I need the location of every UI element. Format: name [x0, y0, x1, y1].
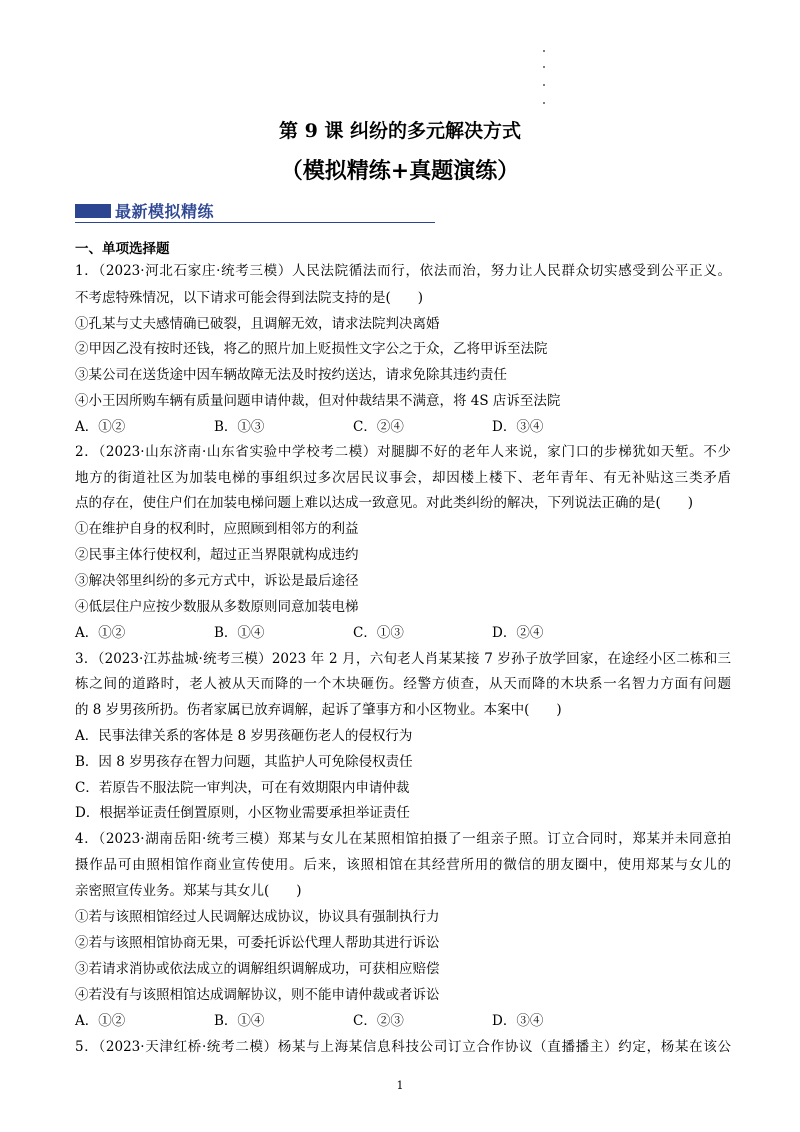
question-3-stem-line: 栋之间的道路时，老人被从天而降的一个木块砸伤。经警方侦查，从天而降的木块系一名智力方面有问题	[75, 676, 731, 692]
question-1-item: ②甲因乙没有按时还钱，将乙的照片加上贬损性文字公之于众，乙将甲诉至法院	[75, 341, 548, 357]
question-2-item: ①在维护自身的权利时，应照顾到相邻方的利益	[75, 521, 359, 537]
option-c: C．②④	[353, 419, 404, 435]
question-2-options	[75, 624, 735, 642]
page-number: 1	[396, 1079, 404, 1092]
question-4-stem-line: 摄作品可由照相馆作商业宣传使用。后来，该照相馆在其经营所用的微信的朋友圈中，使用郑某与女儿的	[75, 857, 731, 873]
question-1-stem-line: 不考虑特殊情况，以下请求可能会得到法院支持的是( )	[75, 290, 424, 306]
option-b: B．①④	[214, 1013, 265, 1029]
option-b: B．①③	[214, 419, 265, 435]
option-a: A．①②	[75, 1013, 126, 1029]
question-4-options	[75, 1012, 735, 1030]
option-a: A．①②	[75, 419, 126, 435]
option-a: A．①②	[75, 625, 126, 641]
question-1-item: ①孔某与丈夫感情确已破裂，且调解无效，请求法院判决离婚	[75, 316, 440, 332]
question-4-stem-line: 亲密照宣传业务。郑某与其女儿( )	[75, 883, 302, 899]
question-5-stem-line: 5．（2023·天津红桥·统考二模）杨某与上海某信息科技公司订立合作协议（直播播主）约定，杨某在该公	[75, 1039, 731, 1055]
option-c: C．①③	[353, 625, 404, 641]
question-4-item: ①若与该照相馆经过人民调解达成协议，协议具有强制执行力	[75, 909, 440, 925]
question-2-stem-line: 点的存在，使住户们在加装电梯问题上难以达成一致意见。对此类纠纷的解决，下列说法正确的是( )	[75, 495, 694, 511]
lesson-title: 第 9 课 纠纷的多元解决方式	[278, 120, 522, 142]
banner-label: 最新模拟精练	[115, 202, 215, 221]
scan-dots-decoration	[543, 50, 547, 106]
question-4-item: ②若与该照相馆协商无果，可委托诉讼代理人帮助其进行诉讼	[75, 935, 440, 951]
option-c: C．②③	[353, 1013, 404, 1029]
question-4-item: ④若没有与该照相馆达成调解协议，则不能申请仲裁或者诉讼	[75, 987, 440, 1003]
question-2-item: ③解决邻里纠纷的多元方式中，诉讼是最后途径	[75, 573, 359, 589]
question-2-stem-line: 2．（2023·山东济南·山东省实验中学校考二模）对腿脚不好的老年人来说，家门口的步梯犹如天堑。不少	[75, 444, 731, 460]
option-b: B．①④	[214, 625, 265, 641]
question-2-item: ④低层住户应按少数服从多数原则同意加装电梯	[75, 599, 359, 615]
question-3-stem-line: 的 8 岁男孩所扔。伤者家属已放弃调解，起诉了肇事方和小区物业。本案中( )	[75, 702, 562, 718]
question-3-option: D．根据举证责任倒置原则，小区物业需要承担举证责任	[75, 805, 410, 821]
question-1-stem-line: 1．（2023·河北石家庄·统考三模）人民法院循法而行，依法而治，努力让人民群众切实感受到公平正义。	[75, 263, 731, 279]
question-3-option: C．若原告不服法院一审判决，可在有效期限内申请仲裁	[75, 780, 410, 796]
question-3-option: B．因 8 岁男孩存在智力问题，其监护人可免除侵权责任	[75, 754, 413, 770]
lesson-subtitle: （模拟精练+真题演练）	[280, 158, 520, 184]
question-1-item: ③某公司在送货途中因车辆故障无法及时按约送达，请求免除其违约责任	[75, 367, 507, 383]
banner-underline	[75, 222, 435, 223]
option-d: D．③④	[492, 419, 544, 435]
option-d: D．③④	[492, 1013, 544, 1029]
section-banner	[75, 198, 435, 224]
question-3-option: A．民事法律关系的客体是 8 岁男孩砸伤老人的侵权行为	[75, 728, 413, 744]
question-2-item: ②民事主体行使权利，超过正当界限就构成违约	[75, 547, 359, 563]
question-1-options	[75, 418, 735, 436]
question-4-stem-line: 4．（2023·湖南岳阳·统考三模）郑某与女儿在某照相馆拍摄了一组亲子照。订立合同时，郑某并未同意拍	[75, 831, 731, 847]
banner-bar-decoration	[75, 204, 111, 218]
question-3-stem-line: 3．（2023·江苏盐城·统考三模）2023 年 2 月，六旬老人肖某某接 7 岁孙子放学回家，在途经小区二栋和三	[75, 651, 731, 667]
question-4-item: ③若请求消协或依法成立的调解组织调解成功，可获相应赔偿	[75, 961, 440, 977]
section-heading: 一、单项选择题	[75, 241, 170, 257]
question-2-stem-line: 地方的街道社区为加装电梯的事组织过多次居民议事会，却因楼上楼下、老年青年、有无补贴这三类矛盾	[75, 470, 731, 486]
option-d: D．②④	[492, 625, 544, 641]
question-1-item: ④小王因所购车辆有质量问题申请仲裁，但对仲裁结果不满意，将 4S 店诉至法院	[75, 393, 561, 409]
